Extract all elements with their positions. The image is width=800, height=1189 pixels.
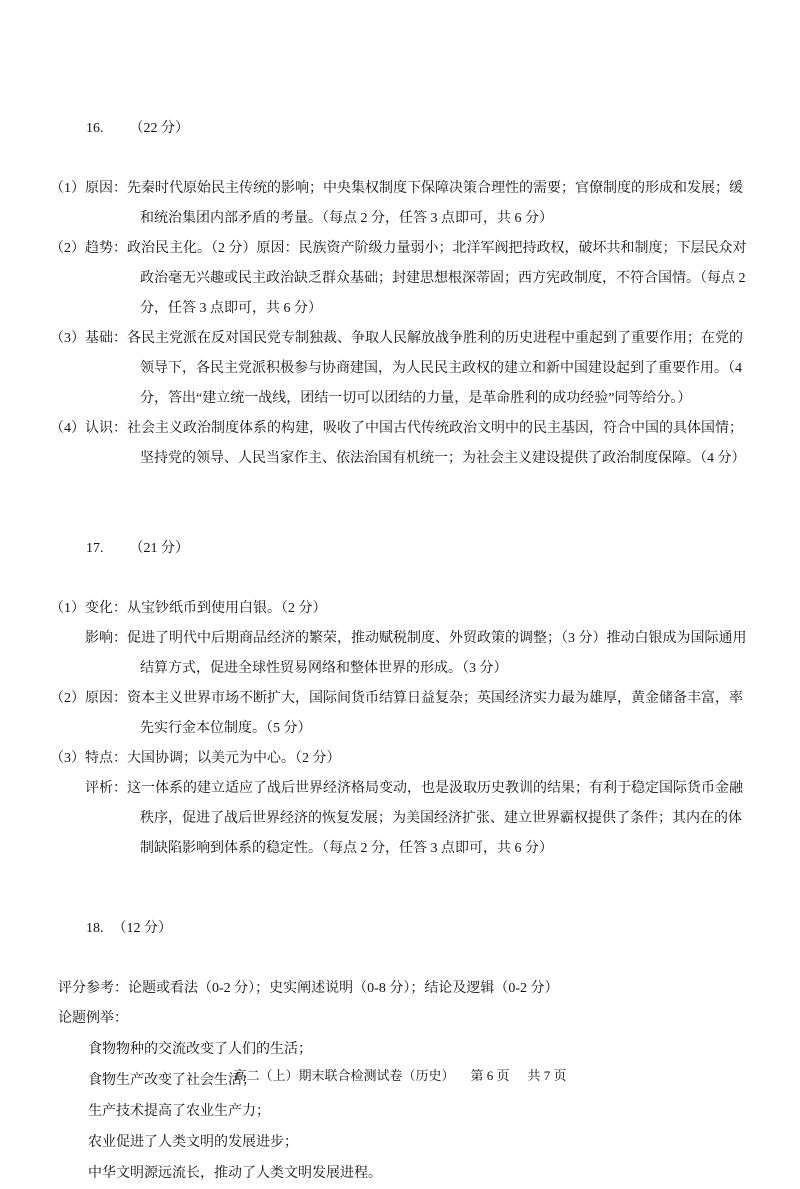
answer-text-16-2: 政治民主化。（2 分）原因：民族资产阶级力量弱小；北洋军阀把持政权，破坏共和制度；下层民众对政治毫无兴趣或民主政治缺乏群众基础；封建思想根深蒂固；西方宪政制度，不符合国情。（每点 2 分，任答 3 点即可，共 6 分） [127,241,747,316]
scoring-reference-label: 评分参考： [58,981,128,996]
footer-exam-title: 高二（上）期末联合检测试卷（历史） [233,1068,455,1083]
question-17-score: （21 分） [129,541,189,556]
answer-row-16-2 [50,234,756,324]
answer-label-17-1: （1）变化： [50,601,127,616]
question-16-score: （22 分） [129,121,189,136]
question-16-number: 16. [86,121,104,136]
page-footer [0,1066,800,1086]
question-18-score: （12 分） [112,921,172,936]
question-17-block [50,504,756,864]
question-18-number: 18. [86,921,104,936]
answer-row-17-3 [50,744,756,774]
topic-example-2: 食物生产改变了社会生活； [88,1073,256,1088]
footer-page-number: 第 6 页 [470,1068,510,1083]
question-16-heading [50,84,756,174]
question-16-block [50,84,756,474]
answer-text-17-1-impact: 促进了明代中后期商品经济的繁荣，推动赋税制度、外贸政策的调整；（3 分）推动白银成为国际通用结算方式，促进全球性贸易网络和整体世界的形成。（3 分） [127,631,747,676]
answer-row-17-1-impact [50,624,756,684]
answer-text-17-3: 大国协调；以美元为中心。（2 分） [127,751,341,766]
topic-example-3: 生产技术提高了农业生产力； [88,1104,270,1119]
question-17-heading [50,504,756,594]
scoring-reference-row [50,974,756,1004]
answer-text-16-1: 先秦时代原始民主传统的影响；中央集权制度下保障决策合理性的需要；官僚制度的形成和发展；缓和统治集团内部矛盾的考量。（每点 2 分，任答 3 点即可，共 6 分） [127,181,743,226]
topic-example-4: 农业促进了人类文明的发展进步； [88,1135,298,1150]
answer-label-17-1-impact: 影响： [85,631,127,646]
page-content [50,84,756,1189]
answer-label-16-1: （1）原因： [50,181,127,196]
answer-label-16-2: （2）趋势： [50,241,127,256]
answer-row-16-4 [50,414,756,474]
answer-row-17-3-review [50,774,756,864]
answer-text-17-3-review: 这一体系的建立适应了战后世界经济格局变动，也是汲取历史教训的结果；有利于稳定国际货币金融秩序，促进了战后世界经济的恢复发展；为美国经济扩张、建立世界霸权提供了条件；其内在的体制缺陷影响到体系的稳定性。（每点 2 分，任答 3 点即可，共 6 分） [127,781,743,856]
answer-row-16-3 [50,324,756,414]
question-18-heading [50,884,756,974]
topic-examples-label: 论题例举： [58,1011,128,1026]
answer-text-17-1: 从宝钞纸币到使用白银。（2 分） [127,601,327,616]
answer-label-17-2: （2）原因： [50,691,127,706]
topic-examples-text [128,1004,761,1034]
topic-example-1: 食物物种的交流改变了人们的生活； [88,1042,312,1057]
topic-examples-row [50,1004,756,1034]
answer-label-16-3: （3）基础： [50,331,127,346]
answer-row-16-1 [50,174,756,234]
answer-label-17-3: （3）特点： [50,751,127,766]
answer-text-17-2: 资本主义世界市场不断扩大，国际间货币结算日益复杂；英国经济实力最为雄厚，黄金储备丰富，率先实行金本位制度。（5 分） [127,691,743,736]
footer-total-pages: 共 7 页 [527,1068,567,1083]
answer-text-16-4: 社会主义政治制度体系的构建，吸收了中国古代传统政治文明中的民主基因，符合中国的具体国情；坚持党的领导、人民当家作主、依法治国有机统一；为社会主义建设提供了政治制度保障。（4 分） [127,421,746,466]
answer-row-17-2 [50,684,756,744]
answer-row-17-1 [50,594,756,624]
question-18-block [50,884,756,1189]
answer-text-16-3: 各民主党派在反对国民党专制独裁、争取人民解放战争胜利的历史进程中重起到了重要作用；在党的领导下，各民主党派积极参与协商建国，为人民民主政权的建立和新中国建设起到了重要作用。（4 分，答出“建立统一战线，团结一切可以团结的力量，是革命胜利的成功经验”同等给分。） [127,331,743,406]
question-17-number: 17. [86,541,104,556]
answer-label-16-4: （4）认识： [50,421,127,436]
answer-label-17-3-review: 评析： [85,781,127,796]
topic-example-5: 中华文明源远流长，推动了人类文明发展进程。 [88,1166,382,1181]
scoring-reference-text: 论题或看法（0-2 分）；史实阐述说明（0-8 分）；结论及逻辑（0-2 分） [128,981,559,996]
